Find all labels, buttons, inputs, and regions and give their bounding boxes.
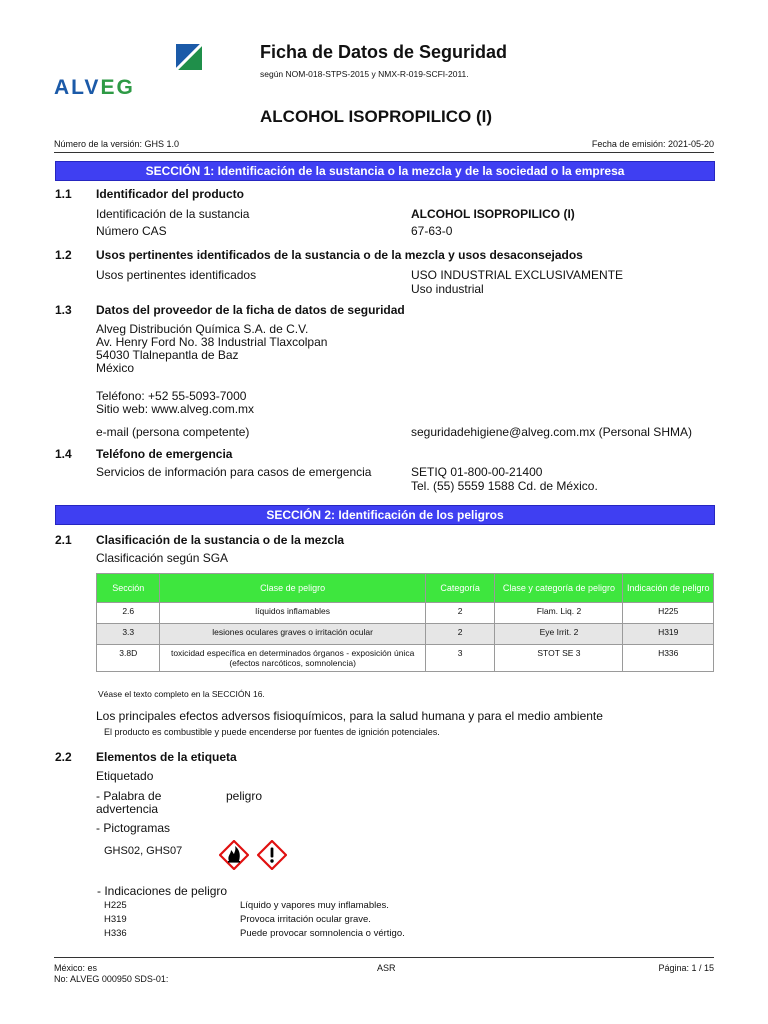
alveg-logo-mark [176,44,202,70]
section-1-bar: SECCIÓN 1: Identificación de la sustancia o la mezcla y de la sociedad o la empresa [55,161,715,181]
table-row [97,645,714,672]
product-title: ALCOHOL ISOPROPILICO (I) [260,107,493,126]
supplier-phone: Teléfono: +52 55-5093-7000 [96,389,247,403]
uses-value-1: USO INDUSTRIAL EXCLUSIVAMENTE [411,268,624,282]
table-cell: líquidos inflamables [160,603,425,624]
email-value[interactable]: seguridadehigiene@alveg.com.mx (Personal SHMA) [411,425,692,439]
classification-table [96,573,714,672]
pictogram-codes: GHS02, GHS07 [104,845,183,857]
table-cell: 3.8D [97,645,160,672]
alveg-logo [54,76,135,100]
table-cell: toxicidad específica en determinados órganos - exposición única (efectos narcóticos, somnolencia) [160,645,425,672]
section-1-3-title: Datos del proveedor de la ficha de datos de seguridad [96,303,405,317]
signal-word-label-2: advertencia [96,802,159,816]
signal-word-value: peligro [226,789,263,803]
table-header-row [97,574,714,603]
substance-id-label: Identificación de la sustancia [96,207,250,221]
section-2-2-number: 2.2 [55,750,72,764]
table-cell: lesiones oculares graves o irritación ocular [160,624,425,645]
classification-subtitle: Clasificación según SGA [96,551,229,565]
hazard-statements-label: - Indicaciones de peligro [97,884,228,898]
footer-divider [54,957,714,958]
logo-part2: EG [100,76,135,99]
flame-icon [219,840,249,870]
section-1-2-number: 1.2 [55,248,72,262]
table-cell: H336 [623,645,714,672]
adverse-effects-text: El producto es combustible y puede encenderse por fuentes de ignición potenciales. [104,727,440,737]
section-1-2-title: Usos pertinentes identificados de la sustancia o de la mezcla y usos desaconsejados [96,248,583,262]
header-divider [54,152,714,153]
supplier-name: Alveg Distribución Química S.A. de C.V. [96,322,309,336]
table-header: Indicación de peligro [623,574,714,603]
page-number: Página: 1 / 15 [658,963,714,973]
table-row [97,603,714,624]
table-cell: Eye Irrit. 2 [495,624,623,645]
logo-part1: ALV [54,76,101,99]
document-title: Ficha de Datos de Seguridad [260,42,508,62]
signal-word-label-1: - Palabra de [96,789,162,803]
table-cell: 3 [425,645,495,672]
email-label: e-mail (persona competente) [96,425,250,439]
hazard-code: H319 [104,914,127,925]
labelling-title: Etiquetado [96,769,154,783]
version-number: Número de la versión: GHS 1.0 [54,139,180,149]
hazard-code: H225 [104,900,127,911]
table-cell: 3.3 [97,624,160,645]
pictograms-label: - Pictogramas [96,821,171,835]
table-header: Clase y categoría de peligro [495,574,623,603]
hazard-text: Líquido y vapores muy inflamables. [240,900,389,911]
adverse-effects-title: Los principales efectos adversos fisioquímicos, para la salud humana y para el medio ambiente [96,709,603,723]
table-cell: 2 [425,603,495,624]
section-2-1-number: 2.1 [55,533,72,547]
section-1-4-title: Teléfono de emergencia [96,447,233,461]
document-subtitle: según NOM-018-STPS-2015 y NMX-R-019-SCFI-2011. [260,69,469,79]
section-2-2-title: Elementos de la etiqueta [96,750,237,764]
table-header: Categoría [425,574,495,603]
table-cell: 2.6 [97,603,160,624]
table-row [97,624,714,645]
supplier-country: México [96,361,135,375]
uses-label: Usos pertinentes identificados [96,268,257,282]
issue-date: Fecha de emisión: 2021-05-20 [591,139,714,149]
emergency-value-1: SETIQ 01-800-00-21400 [411,465,543,479]
table-header: Clase de peligro [160,574,425,603]
table-cell: Flam. Liq. 2 [495,603,623,624]
hazard-code: H336 [104,928,127,939]
footer-center-code: ASR [377,963,396,973]
exclamation-icon [257,840,287,870]
section-2-1-title: Clasificación de la sustancia o de la mezcla [96,533,345,547]
table-cell: H225 [623,603,714,624]
emergency-label: Servicios de información para casos de emergencia [96,465,372,479]
cas-value: 67-63-0 [411,224,453,238]
hazard-text: Provoca irritación ocular grave. [240,914,371,925]
table-cell: H319 [623,624,714,645]
footer-country: México: es [54,963,98,973]
section-2-bar: SECCIÓN 2: Identificación de los peligros [55,505,715,525]
section-1-1-title: Identificador del producto [96,187,245,201]
uses-value-2: Uso industrial [411,282,484,296]
section-1-3-number: 1.3 [55,303,72,317]
table-header: Sección [97,574,160,603]
substance-id-value: ALCOHOL ISOPROPILICO (I) [411,207,575,221]
supplier-website[interactable]: Sitio web: www.alveg.com.mx [96,402,255,416]
section-16-note: Véase el texto completo en la SECCIÓN 16. [98,689,265,699]
hazard-text: Puede provocar somnolencia o vértigo. [240,928,405,939]
section-1-1-number: 1.1 [55,187,72,201]
emergency-value-2: Tel. (55) 5559 1588 Cd. de México. [411,479,598,493]
cas-label: Número CAS [96,224,167,238]
table-cell: 2 [425,624,495,645]
footer-document-number: No: ALVEG 000950 SDS-01: [54,974,169,984]
table-cell: STOT SE 3 [495,645,623,672]
section-1-4-number: 1.4 [55,447,72,461]
supplier-city: 54030 Tlalnepantla de Baz [96,348,239,362]
supplier-street: Av. Henry Ford No. 38 Industrial Tlaxcolpan [96,335,328,349]
